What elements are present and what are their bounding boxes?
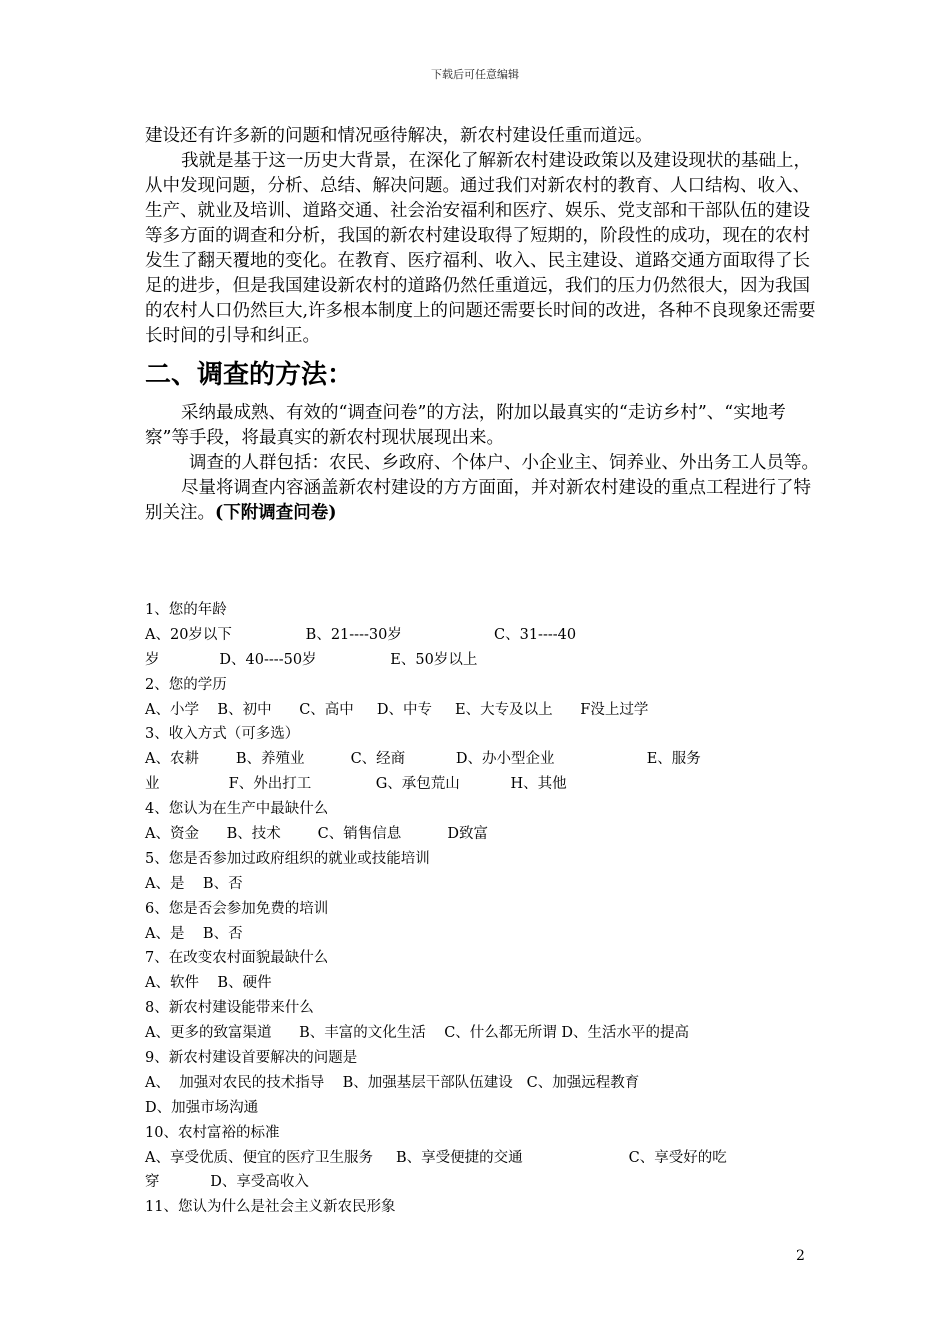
answer-line: 岁 D、40----50岁 E、50岁以上 — [145, 651, 478, 668]
question-line: 7、在改变农村面貌最缺什么 — [145, 950, 329, 967]
section-heading: 二、调查的方法： — [145, 360, 354, 390]
question-line: 5、您是否参加过政府组织的就业或技能培训 — [145, 850, 430, 867]
paragraph-background: 我就是基于这一历史大背景，在深化了解新农村建设政策以及建设现状的基础上，从中发现问题，分析、总结、解决问题。通过我们对新农村的教育、人口结构、收入、生产、就业及培训、道路交通、社会治安福利和医疗、娱乐、党支部和干部队伍的建设等多方面的调查和分析，我国的新农村建设取得了短期的，阶段性的成功，现在的农村发生了翻天覆地的变化。在教育、医疗福利、收入、民主建设、道路交通方面取得了长足的进步，但是我国建设新农村的道路仍然任重道远，我们的压力仍然很大，因为我国的农村人口仍然巨大,许多根本制度上的问题还需要长时间的改进，各种不良现象还需要长时间的引导和纠正。 — [145, 151, 816, 346]
question-line: 1、您的年龄 — [145, 602, 227, 618]
answer-line: A、是 B、否 — [145, 925, 243, 942]
answer-line: A、农耕 B、养殖业 C、经商 D、办小型企业 E、服务 — [145, 751, 701, 768]
paragraph-population: 调查的人群包括：农民、乡政府、个体户、小企业主、饲养业、外出务工人员等。 — [189, 453, 819, 473]
question-line: 8、新农村建设能带来什么 — [145, 1000, 314, 1017]
answer-line: 穿 D、享受高收入 — [145, 1174, 309, 1191]
answer-line: 业 F、外出打工 G、承包荒山 H、其他 — [145, 776, 567, 793]
page-header: 下载后可任意编辑 — [431, 68, 519, 81]
page-number: 2 — [796, 1248, 805, 1264]
answer-line: D、加强市场沟通 — [145, 1099, 259, 1116]
question-line: 11、您认为什么是社会主义新农民形象 — [145, 1199, 396, 1216]
question-line: 6、您是否会参加免费的培训 — [145, 900, 329, 917]
question-line: 3、收入方式（可多选） — [145, 726, 300, 743]
body-text — [145, 124, 825, 526]
questionnaire — [145, 598, 825, 1220]
question-line: 4、您认为在生产中最缺什么 — [145, 801, 329, 818]
question-line: 2、您的学历 — [145, 676, 227, 693]
answer-line: A、 加强对农民的技术指导 B、加强基层干部队伍建设 C、加强远程教育 — [145, 1074, 640, 1091]
answer-line: A、是 B、否 — [145, 875, 243, 892]
paragraph-continuation: 建设还有许多新的问题和情况亟待解决，新农村建设任重而道远。 — [145, 126, 653, 146]
answer-line: A、更多的致富渠道 B、丰富的文化生活 C、什么都无所谓 D、生活水平的提高 — [145, 1025, 690, 1042]
answer-line: A、资金 B、技术 C、销售信息 D致富 — [145, 826, 488, 843]
question-line: 9、新农村建设首要解决的问题是 — [145, 1050, 358, 1067]
answer-line: A、小学 B、初中 C、高中 D、中专 E、大专及以上 F没上过学 — [145, 701, 649, 718]
paragraph-method: 采纳最成熟、有效的“调查问卷”的方法，附加以最真实的“走访乡村”、“实地考察”等手段，将最真实的新农村现状展现出来。 — [145, 403, 786, 448]
answer-line: A、享受优质、便宜的医疗卫生服务 B、享受便捷的交通 C、享受好的吃 — [145, 1149, 727, 1166]
appendix-note: (下附调查问卷) — [215, 503, 337, 523]
answer-line: A、20岁以下 B、21----30岁 C、31----40 — [145, 626, 577, 643]
answer-line: A、软件 B、硬件 — [145, 975, 272, 992]
paragraph-coverage: 尽量将调查内容涵盖新农村建设的方方面面，并对新农村建设的重点工程进行了特别关注。(下附调查问卷) — [145, 478, 811, 523]
question-line: 10、农村富裕的标准 — [145, 1124, 280, 1141]
